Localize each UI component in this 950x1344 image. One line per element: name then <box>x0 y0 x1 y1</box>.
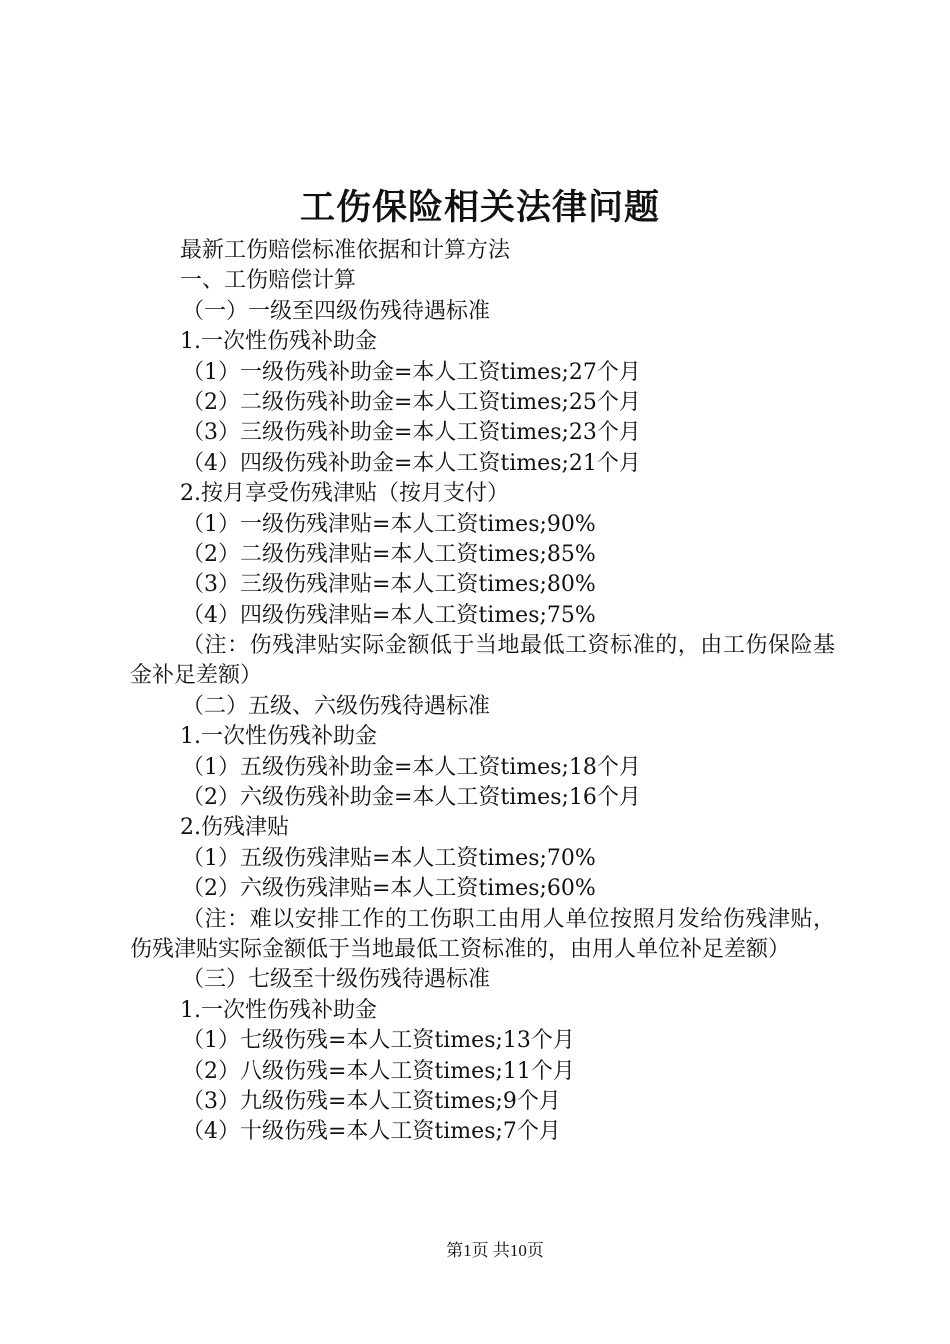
body-line: （3）九级伤残=本人工资times;9个月 <box>182 1089 561 1114</box>
body-line: （2）二级伤残补助金=本人工资times;25个月 <box>182 389 641 415</box>
body-line: 最新工伤赔偿标准依据和计算方法 <box>180 238 511 263</box>
body-line: 1.一次性伤残补助金 <box>180 997 377 1023</box>
body-line: （3）三级伤残津贴=本人工资times;80% <box>182 572 596 598</box>
body-line: （二）五级、六级伤残待遇标准 <box>182 693 491 719</box>
body-line: （4）四级伤残补助金=本人工资times;21个月 <box>182 450 641 476</box>
document-title: 工伤保险相关法律问题 <box>299 187 660 228</box>
body-line: （一）一级至四级伤残待遇标准 <box>182 298 491 324</box>
body-line: 2.伤残津贴 <box>180 815 289 841</box>
body-line: （1）一级伤残补助金=本人工资times;27个月 <box>182 359 641 385</box>
body-line: （1）五级伤残津贴=本人工资times;70% <box>182 845 596 871</box>
body-line: （三）七级至十级伤残待遇标准 <box>182 967 491 993</box>
note-paragraph: （注：难以安排工作的工伤职工由用人单位按照月发给伤残津贴，伤残津贴实际金额低于当地最低工资标准的，由用人单位补足差额） <box>130 906 835 963</box>
body-line: 2.按月享受伤残津贴（按月支付） <box>180 481 509 507</box>
body-line: （1）一级伤残津贴=本人工资times;90% <box>182 511 596 537</box>
body-line: 一、工伤赔偿计算 <box>180 268 357 294</box>
body-line: （1）五级伤残补助金=本人工资times;18个月 <box>182 754 641 780</box>
body-line: （2）二级伤残津贴=本人工资times;85% <box>182 541 596 567</box>
body-line: （2）六级伤残补助金=本人工资times;16个月 <box>182 785 641 811</box>
note-paragraph: （注：伤残津贴实际金额低于当地最低工资标准的，由工伤保险基金补足差额） <box>130 633 835 689</box>
body-line: （2）八级伤残=本人工资times;11个月 <box>182 1058 575 1084</box>
body-line: 1.一次性伤残补助金 <box>180 329 377 355</box>
body-line: （3）三级伤残补助金=本人工资times;23个月 <box>182 420 641 446</box>
page-footer: 第1页 共10页 <box>446 1241 544 1260</box>
body-line: （4）四级伤残津贴=本人工资times;75% <box>182 602 596 628</box>
body-line: 1.一次性伤残补助金 <box>180 724 377 750</box>
body-line: （4）十级伤残=本人工资times;7个月 <box>182 1119 561 1145</box>
body-line: （2）六级伤残津贴=本人工资times;60% <box>182 876 596 902</box>
body-line: （1）七级伤残=本人工资times;13个月 <box>182 1028 575 1054</box>
document-body <box>130 236 835 1148</box>
